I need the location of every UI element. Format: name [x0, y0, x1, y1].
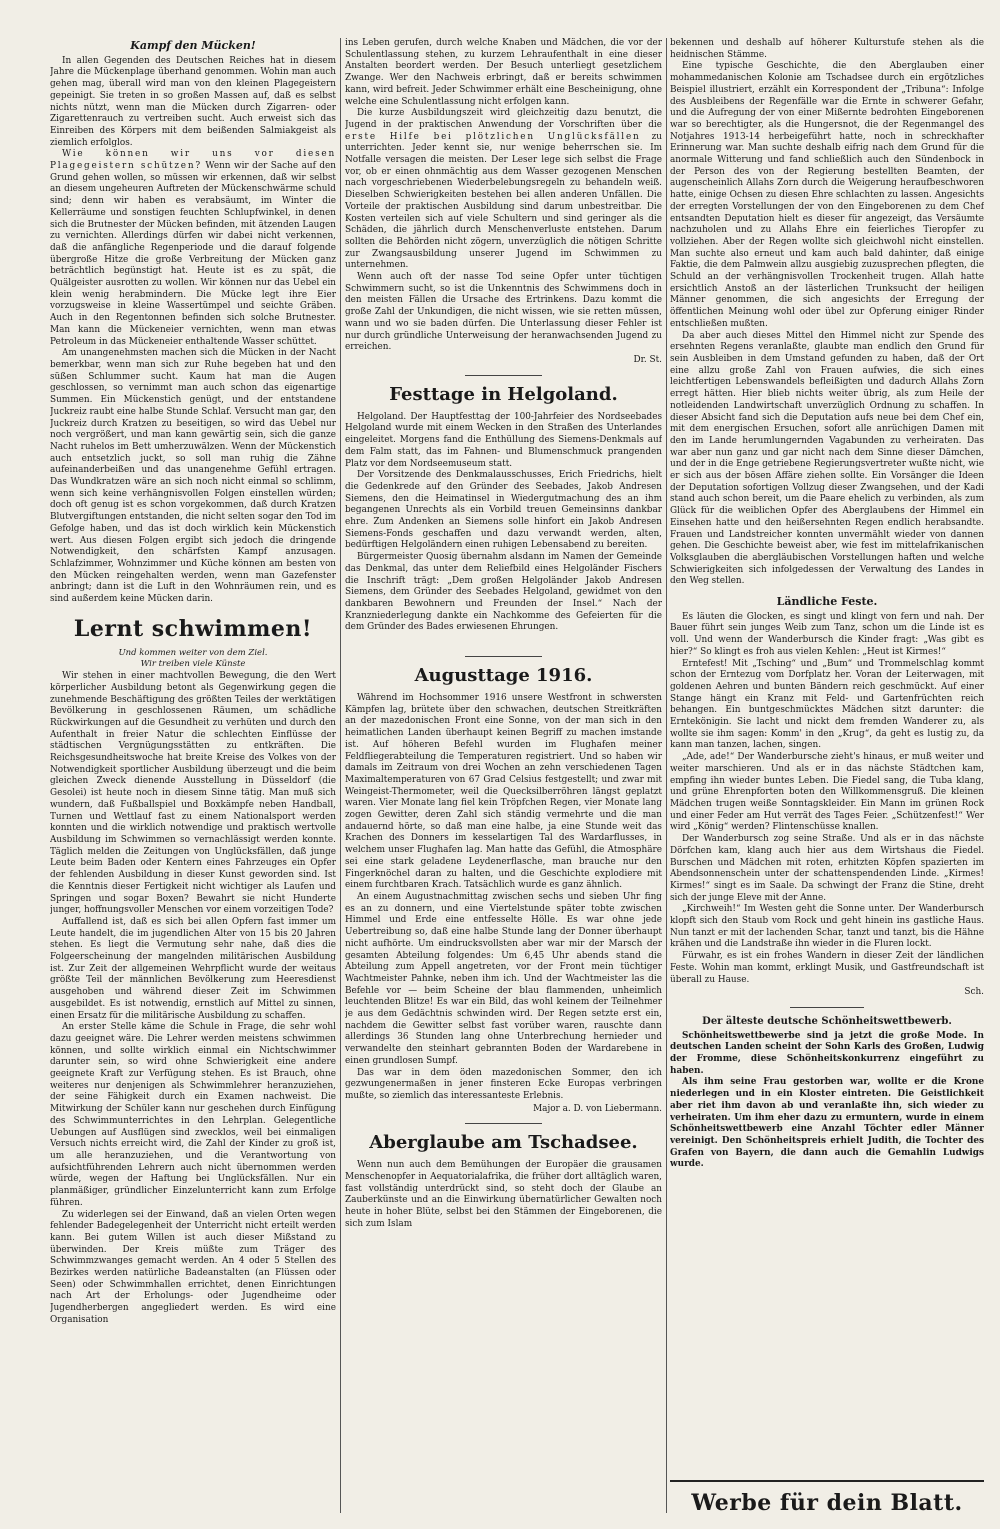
paragraph: In allen Gegenden des Deutschen Reiches hat in diesem Jahre die Mückenplage überhand genommen. Wohin man auch gehen mag, überall wird man von den kleinen Plagegeistern gepeinigt. Sie treten in so großen Massen auf, daß es selbst nichts nützt, wenn man die Mücken durch Zigarren- oder Zigarettenrauch zu vertreiben sucht. Auch erweist sich das Einreiben des Körpers mit dem beißenden Salmiakgeist als ziemlich erfolglos. [50, 55, 336, 148]
paragraph: An einem Augustnachmittag zwischen sechs und sieben Uhr fing es an zu donnern, und eine Viertelstunde später tobte zwischen Himmel und Erde eine entfesselte Hölle. Es war ohne jede Uebertreibung so, daß eine halbe Stunde lang der Donner überhaupt nicht aufhörte. Um eindrucksvollsten aber war mir der Marsch der gesamten Abteilung folgendes: Um 6,45 Uhr abends stand die Abteilung zum Appell angetreten, vor der Front mein tüchtiger Wachtmeister Pahnke, neben ihm ich. Und der Wachtmeister las die Befehle vor — beim Scheine der blau flammenden, unheimlich leuchtenden Blitze! Es war ein Bild, das wohl keinem der Teilnehmer je aus dem Gedächtnis schwinden wird. Der Regen setzte erst ein, nachdem die Gewitter selbst fast vorüber waren, rauschte dann allerdings 36 Stunden lang ohne Unterbrechung hernieder und verwandelte den steinhart gebrannten Boden der Wardarebene in einen grundlosen Sumpf. [345, 892, 662, 1066]
author-signature: Dr. St. [633, 354, 662, 365]
paragraph [50, 149, 336, 348]
emphasis: erste Hilfe bei plötzlichen Unglücksfällen [345, 131, 641, 142]
divider [465, 375, 542, 376]
column-rule [340, 38, 341, 1513]
paragraph: Am unangenehmsten machen sich die Mücken in der Nacht bemerkbar, wenn man sich zur Ruhe begeben hat und den süßen Schlummer sucht. Kaum hat man die Augen geschlossen, so vernimmt man auch schon das eigenartige Summen. Ein Mückenstich genügt, und der entstandene Juckreiz raubt eine halbe Stunde Schlaf. Versucht man gar, den Juckreiz durch Kratzen zu beseitigen, so wird das Uebel nur noch vergrößert, und man kann gewärtig sein, sich die ganze Nacht ruhelos im Bett umherzuwälzen. Wenn der Mückenstich auch entsetzlich juckt, so soll man ruhig die Zähne aufeinanderbeißen und das unangenehme Gefühl ertragen. Das Wundkratzen wäre an sich noch nicht einmal so schlimm, wenn sich keine verhängnisvollen Folgen einstellen würden; doch oft genug ist es schon vorgekommen, daß durch Kratzen Blutvergiftungen entstanden, die nicht selten sogar den Tod im Gefolge haben, und das ist doch wirklich kein Mückenstich wert. Aus diesen Folgen ergibt sich jedoch die dringende Notwendigkeit, den schärfsten Kampf anzusagen. Schlafzimmer, Wohnzimmer und Küche können am besten von den Mücken reingehalten werden, wenn man Gazefenster anbringt; dann ist die Luft in den Wohnräumen rein, und es sind außerdem keine Mücken darin. [50, 348, 336, 605]
column-rule [666, 38, 667, 1513]
paragraph: An erster Stelle käme die Schule in Frage, die sehr wohl dazu geeignet wäre. Die Lehrer werden meistens schwimmen können, und sollte wirklich einmal ein Nichtschwimmer darunter sein, so wird ohne Schwierigkeit eine andere geeignete Kraft zur Verfügung stehen. Es ist Brauch, ohne weiteres nur denjenigen als Schwimmlehrer heranzuziehen, der seine Fähigkeit durch ein Examen nachweist. Die Mitwirkung der Schüler kann nur geschehen durch Einfügung des Schwimmunterrichtes in den Lehrplan. Gelegentliche Uebungen auf Ausflügen sind zwecklos, weil bei einmaligen Versuch nichts erreicht wird, die Zahl der Kinder zu groß ist, um alle heranzuziehen, und die Verantwortung von aufsichtführenden Lehrern auch nicht übernommen werden würde, wegen der Haftung bei Unglücksfällen. Nur ein planmäßiger, gründlicher Einzelunterricht kann zum Erfolge führen. [50, 1022, 336, 1208]
paragraph: Während im Hochsommer 1916 unsere Westfront in schwersten Kämpfen lag, brütete über den schwachen, deutschen Streitkräften an der mazedonischen Front eine Sonne, von der man sich in den heimatlichen Landen überhaupt keinen Begriff zu machen imstande ist. Auf höheren Befehl wurden im Flughafen meiner Feldfliegerabteilung die Temperaturen registriert. Und so haben wir damals im Zeitraum von drei Wochen an zehn verschiedenen Tagen Maximaltemperaturen von 67 Grad Celsius festgestellt; und zwar mit Weingeist-Thermometer, weil die Quecksilberröhren längst geplatzt waren. Vier Monate lang fiel kein Tröpfchen Regen, vier Monate lang zogen Gewitter, deren Zahl sich ständig vermehrte und die man andauernd hörte, so daß man eine halbe, ja eine Stunde weit das Krachen des Donners im kesselartigen Tal des Wardarflusses, in welchem unser Flughafen lag. Man hatte das Gefühl, die Atmosphäre sei eine stark geladene Leydenerflasche, man brauche nur den Fingerknöchel daran zu halten, und die Geschichte explodiere mit einem furchtbaren Krach. Tatsächlich wurde es ganz ähnlich. [345, 693, 662, 891]
headline-festtage-in-helgoland: Festtage in Helgoland. [389, 383, 618, 405]
headline-schoenheitswettbewerb: Der älteste deutsche Schönheitswettbewerb. [702, 1015, 952, 1027]
paragraph: Der Wanderbursch zog seine Straße. Und als er in das nächste Dörfchen kam, klang auch hier aus dem Wirtshaus die Fiedel. Burschen und Mädchen mit roten, erhitzten Köpfen spazierten im Abendsonnenschein unter der schattenspendenden Linde. „Kirmes! Kirmes!“ singt es im Saale. Da schwingt der Franz die Stine, dreht sich der junge Eleve mit der Anne. [670, 834, 984, 903]
paragraph: Der Vorsitzende des Denkmalausschusses, Erich Friedrichs, hielt die Gedenkrede auf den Gründer des Seebades, Jakob Andresen Siemens, den die Heimatinsel in Wiedergutmachung des an ihm begangenen Unrechts als ein Vorbild treuen Gemeinsinns dankbar ehre. Zum Andenken an Siemens solle hinfort ein Jakob Andresen Siemens-Fonds geschaffen und dazu verwandt werden, alten, bedürftigen Helgoländern einen ruhigen Lebensabend zu bereiten. [345, 470, 662, 551]
paragraph: Das war in dem öden mazedonischen Sommer, den ich gezwungenermaßen in jener finsteren Ecke Europas verbringen mußte, so ziemlich das interessanteste Erlebnis. [345, 1067, 662, 1101]
motto-line: Wir treiben viele Künste [140, 659, 246, 670]
paragraph: bekennen und deshalb auf höherer Kulturstufe stehen als die heidnischen Stämme. [670, 38, 984, 60]
paragraph: Fürwahr, es ist ein frohes Wandern in dieser Zeit der ländlichen Feste. Wohin man kommt, erklingt Musik, und Gastfreundschaft ist überall zu Hause. [670, 951, 984, 985]
paragraph: Wenn auch oft der nasse Tod seine Opfer unter tüchtigen Schwimmern sucht, so ist die Unkenntnis des Schwimmens doch in den meisten Fällen die Ursache des Ertrinkens. Dazu kommt die große Zahl der Unkundigen, die nicht wissen, wie sie retten müssen, wann und wo sie baden dürfen. Die Unterlassung dieser Fehler ist nur durch gründliche Unterweisung der heranwachsenden Jugend zu erreichen. [345, 272, 662, 353]
column-right [670, 38, 984, 1518]
paragraph: Wir stehen in einer machtvollen Bewegung, die den Wert körperlicher Ausbildung betont als Gegenwirkung gegen die zunehmende Beschäftigung des größten Teiles der werktätigen Bevölkerung in geschlossenen Räumen, um schädliche Rückwirkungen auf die Gesundheit zu verhüten und durch den Aufenthalt in freier Natur die schlechten Einflüsse der städtischen Vergnügungsstätten zu entkräften. Die Reichsgesundheitswoche hat breite Kreise des Volkes von der Notwendigkeit sportlicher Ausbildung überzeugt und die beim gleichen Zweck dienende Ausstellung in Düsseldorf (die Gesolei) ist heute noch in diesem Sinne tätig. Man muß sich wundern, daß Fußballspiel und Boxkämpfe neben Handball, Turnen und Wettlauf fast zu einem Nationalsport werden konnten und die wirklich notwendige und praktisch wertvolle Ausbildung im Schwimmen so vernachlässigt werden konnte. Täglich melden die Zeitungen von Unglücksfällen, daß junge Leute beim Baden oder Kentern eines Fahrzeuges ein Opfer der fehlenden Ausbildung in dieser Kunst geworden sind. Ist die Kenntnis dieser Fertigkeit nicht wichtiger als Laufen und Springen und sogar Boxen? Bewahrt sie nicht Hunderte junger, hoffnungsvoller Menschen vor einem vorzeitigen Tode? [50, 671, 336, 916]
headline-lernt-schwimmen: Lernt schwimmen! [73, 615, 313, 642]
paragraph: Wenn nun auch dem Bemühungen der Europäer die grausamen Menschenopfer in Aequatorialafrika, die früher dort alltäglich waren, fast vollständig unterdrückt sind, so steht doch der Glaube an Zauberkünste und an die Einwirkung übernatürlicher Gewalten noch heute in hoher Blüte, selbst bei den Stämmen der Eingeborenen, die sich zum Islam [345, 1160, 662, 1229]
paragraph: Erntefest! Mit „Tsching“ und „Bum“ und Trommelschlag kommt schon der Erntezug vom Dorfplatz her. Voran der Leiterwagen, mit goldenen Aehren und bunten Bändern reich geschmückt. Auf einer Stange hängt ein Kranz mit Feld- und Gartenfrüchten reich behangen. Ein buntgeschmücktes Mädchen sitzt darunter: die Erntekönigin. Sie lacht und nickt dem fremden Wanderer zu, als wollte sie ihm sagen: Komm' in den „Krug“, da geht es lustig zu, da kann man tanzen, lachen, singen. [670, 658, 984, 751]
paragraph: Auffallend ist, daß es sich bei allen Opfern fast immer um Leute handelt, die im jugendlichen Alter von 15 bis 20 Jahren stehen. Es liegt die Vermutung sehr nahe, daß dies die Folgeerscheinung der mangelnden militärischen Ausbildung ist. Zur Zeit der allgemeinen Wehrpflicht wurde der weitaus größte Teil der männlichen Bevölkerung zum Heeresdienst ausgehoben und während dieser Zeit im Schwimmen ausgebildet. Es ist notwendig, ernstlich auf Mittel zu sinnen, einen Ersatz für die militärische Ausbildung zu schaffen. [50, 916, 336, 1021]
headline-laendliche-feste: Ländliche Feste. [776, 595, 878, 609]
column-middle [345, 38, 662, 1518]
paragraph: Bürgermeister Quosig übernahm alsdann im Namen der Gemeinde das Denkmal, das unter dem Reliefbild eines Helgoländer Fischers die Inschrift trägt: „Dem großen Helgoländer Jakob Andresen Siemens, dem Gründer des Seebades Helgoland, gewidmet von den dankbaren Bewohnern und Freunden der Insel.“ Nach der Kranzniederlegung dankte ein Nachkomme des Gefeierten für die dem Gründer des Bades erwiesenen Ehrungen. [345, 552, 662, 633]
headline-kampf-den-muecken: Kampf den Mücken! [130, 39, 256, 52]
divider [465, 656, 542, 657]
paragraph: Schönheitswettbewerbe sind ja jetzt die große Mode. In deutschen Landen scheint der Sohn Karls des Großen, Ludwig der Fromme, diese Schönheitskonkurrenz eingeführt zu haben. [670, 1030, 984, 1076]
divider [790, 1007, 864, 1008]
paragraph [345, 108, 662, 272]
paragraph: ins Leben gerufen, durch welche Knaben und Mädchen, die vor der Schulentlassung stehen, zu kurzem Lehraufenthalt in eine dieser Anstalten beordert werden. Der Besuch unterliegt gesetzlichem Zwange. Wer den Nachweis erbringt, daß er bereits schwimmen kann, wird befreit. Jeder Schwimmer erhält eine Bescheinigung, ohne welche eine Schulentlassung nicht erfolgen kann. [345, 38, 662, 107]
paragraph-text: Die kurze Ausbildungszeit wird gleichzeitig dazu benutzt, die Jugend in der praktischen Anwendung der Vorschriften über die [345, 108, 662, 130]
paragraph: Da aber auch dieses Mittel den Himmel nicht zur Spende des ersehnten Regens veranlaßte, glaubte man endlich den Grund für sein Ausbleiben in dem Umstand gefunden zu haben, daß der Ort eine allzu große Zahl von Frauen aufwies, die sich eines leichtfertigen Lebenswandels befleißigten und dadurch Allahs Zorn erregt hätten. Hier blieb nichts weiter übrig, als zum Heile der notleidenden Landwirtschaft unverzüglich Ordnung zu schaffen. In dieser Absicht fand sich die Deputation aufs neue bei dem Chef ein, mit dem energischen Ersuchen, sofort alle anrüchigen Damen mit den im Lande herumlungernden Vagabunden zu verheiraten. Das war aber nun ganz und gar nicht nach dem Sinne dieser Dämchen, und der in die Enge getriebene Regierungsvertreter wußte nicht, wie er sich aus der bösen Affäre ziehen sollte. Ein Vorsänger die Ideen der Deputation sofortigen Vollzug dieser Zwangsehen, und der Kadi stand auch schon bereit, um die Paare ehelich zu verbinden, als zum Glück für die weiblichen Opfer des Aberglaubens der Himmel ein Einsehen hatte und den heißersehnten Regen endlich herabsandte. Frauen und Landstreicher konnten unvermählt wieder von dannen gehen. Die Geschichte beweist aber, wie fest im mittelafrikanischen Volksglauben die abergläubischen Vorstellungen haften und welche Schwierigkeiten sich infolgedessen der Verwaltung des Landes in den Weg stellen. [670, 330, 984, 587]
divider [465, 1123, 542, 1124]
emphasis: Wie können wir uns vor diesen Plagegeistern schützen? [50, 149, 336, 172]
headline-aberglaube-am-tschadsee: Aberglaube am Tschadsee. [369, 1132, 638, 1154]
author-signature: Sch. [964, 987, 984, 998]
paragraph: Es läuten die Glocken, es singt und klingt von fern und nah. Der Bauer führt sein junges Weib zum Tanz, schon um die Linde ist es voll. Und wenn der Wanderbursch die Kinder fragt: „Was gibt es hier?“ So klingt es froh aus vielen Kehlen: „Heut ist Kirmes!“ [670, 611, 984, 657]
paragraph: Helgoland. Der Hauptfesttag der 100-Jahrfeier des Nordseebades Helgoland wurde mit einem Wecken in den Straßen des Unterlandes eingeleitet. Morgens fand die Enthüllung des Siemens-Denkmals auf dem Falm statt, das im Fahnen- und Blumenschmuck prangenden Platz vor dem Nordseemuseum statt. [345, 411, 662, 469]
paragraph: „Ade, ade!“ Der Wanderbursche zieht's hinaus, er muß weiter und weiter marschieren. Und als er in das nächste Städtchen kam, empfing ihn wieder buntes Leben. Die Fiedel sang, die Tuba klang, und grüne Ehrenpforten boten den Willkommensgruß. Die kleinen Mädchen trugen weiße Sonntagskleider. Ein Mann im grünen Rock und einer Feder am Hut verrät des Tages Feier. „Schützenfest!“ Wer wird „König“ werden? Flintenschüsse knallen. [670, 752, 984, 833]
paragraph: Zu widerlegen sei der Einwand, daß an vielen Orten wegen fehlender Badegelegenheit der Unterricht nicht erteilt werden kann. Bei gutem Willen ist auch dieser Mißstand zu überwinden. Der Kreis müßte zum Träger des Schwimmzwanges gemacht werden. An 4 oder 5 Stellen des Bezirkes werden natürliche Badeanstalten (an Flüssen oder Seen) oder Schwimmhallen errichtet, denen Einrichtungen nach Art der Erholungs- oder Jugendheime oder Jugendherbergen angegliedert werden. Es wird eine Organisation [50, 1209, 336, 1325]
paragraph: Als ihm seine Frau gestorben war, wollte er die Krone niederlegen und in ein Kloster eintreten. Die Geistlichkeit aber riet ihm davon ab und veranlaßte ihn, sich wieder zu verheiraten. Um ihm eher dazu zu ermuntern, wurde in einem Schönheitswettbewerb eine Anzahl Töchter edler Männer vereinigt. Den Schönheitspreis erhielt Judith, die Tochter des Grafen von Bayern, die dann auch die Gemahlin Ludwigs wurde. [670, 1077, 984, 1170]
motto-line: Und kommen weiter von dem Ziel. [118, 647, 268, 658]
author-signature: Major a. D. von Liebermann. [533, 1103, 662, 1114]
paragraph: „Kirchweih!“ Im Westen geht die Sonne unter. Der Wanderbursch klopft sich den Staub vom Rock und geht hinein ins gastliche Haus. Nun tanzt er mit der lachenden Schar, tanzt und tanzt, bis die Hähne krähen und die Landstraße ihn wieder in die Fluren lockt. [670, 904, 984, 950]
column-left [50, 38, 336, 1518]
paragraph-text: zu unterrichten. Jeder kennt sie, nur wenige beherrschen sie. Im Notfalle versagen die meisten. Der Leser lege sich selbst die Frage vor, ob er einen ohnmächtig aus dem Wasser gezogenen Menschen nach vorgeschriebenen Wiederbelebungsregeln zu behandeln weiß. Dieselben Schwierigkeiten bestehen bei allen anderen Unfällen. Die Vorteile der praktischen Ausbildung sind darum unbestreitbar. Die Kosten verteilen sich auf viele Schultern und sind geringer als die Schäden, die jährlich durch Menschenverluste entstehen. Darum sollten die Behörden nicht zögern, unverzüglich die nötigen Schritte zur Zwangsausbildung unserer Jugend im Schwimmen zu unternehmen. [345, 131, 662, 271]
paragraph: Eine typische Geschichte, die den Aberglauben einer mohammedanischen Kolonie am Tschadsee durch ein ergötzliches Beispiel illustriert, erzählt ein Korrespondent der „Tribuna“: Infolge des Ausbleibens der Regenfälle war die Ernte in schwerer Gefahr, und die Aufregung der von einer Mißernte bedrohten Eingeborenen war so berechtigter, als die Hungersnot, die der Regenmangel des Notjahres 1913-14 herbeigeführt hatte, noch in schreckhafter Erinnerung war. Man suchte deshalb eifrig nach dem Grund für die anormale Witterung und fand schließlich auch den Sündenbock in der Person des von der Regierung bestellten Beamten, der augenscheinlich Allahs Zorn durch die Weigerung heraufbeschworen hatte, einige Ochsen zu diesen Ehre schlachten zu lassen. Angesichts der erregten Vorstellungen der von den Eingeborenen zu dem Chef entsandten Deputation hielt es dieser für angezeigt, das Versäumte nachzuholen und zu Allahs Ehre ein feierliches Tieropfer zu vollziehen. Aber der Regen wollte sich gleichwohl nicht einstellen. Man suchte also erneut und kam auch bald dahinter, daß einige Faktie, die dem Palmwein allzu ausgiebig zuzusprechen pflegten, die Schuld an der verhängnisvollen Trockenheit trugen. Allah hatte ersichtlich Anstoß an der lästerlichen Trunksucht der heiligen Männer genommen, die sich angesichts der Erregung der öffentlichen Meinung wohl oder übel zur Opferung einiger Rinder entschließen mußten. [670, 61, 984, 329]
advertisement-slogan: Werbe für dein Blatt. [691, 1490, 963, 1516]
paragraph-text: Wenn wir der Sache auf den Grund gehen wollen, so müssen wir erkennen, daß wir selbst an diesem ungeheuren Auftreten der Mückenschwärme schuld sind; denn wir haben es verabsäumt, im Winter die Kellerräume und sonstigen feuchten Schlupfwinkel, in denen sich die Brutnester der Mücken befinden, mit ätzenden Laugen zu vernichten. Allerdings dürfen wir dabei nicht verkennen, daß die anfängliche Regenperiode und die darauf folgende übergroße Hitze die große Verbreitung der Mücken ganz beträchtlich begünstigt hat. Heute ist es zu spät, die Quälgeister ausrotten zu wollen. Wir können nur das Uebel ein klein wenig herabmindern. Die Mücke legt ihre Eier vorzugsweise in kleine Wassertümpel und seichte Gräben. Auch in den Regentonnen befinden sich solche Brutnester. Man kann die Mückeneier vernichten, wenn man etwas Petroleum in das Mückeneier enthaltende Wasser schüttet. [50, 161, 336, 347]
headline-augusttage-1916: Augusttage 1916. [414, 665, 593, 687]
